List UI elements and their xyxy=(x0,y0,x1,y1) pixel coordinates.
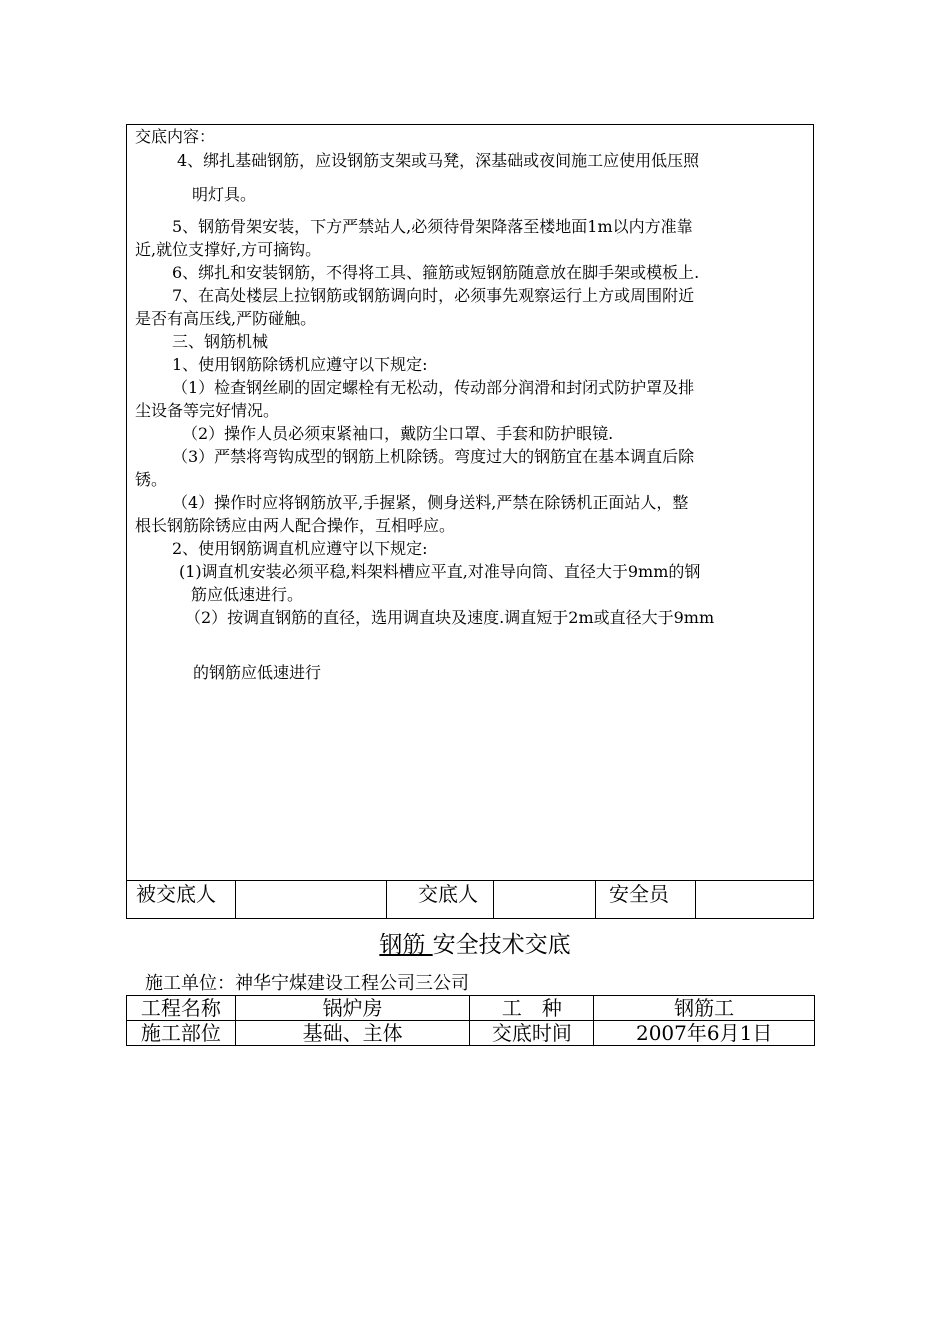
title-trade: 钢筋 xyxy=(379,932,433,958)
construction-part-value: 基础、主体 xyxy=(235,1021,470,1046)
disclosure-content-box xyxy=(126,124,814,919)
disclosure-date-value: 2007年6月1日 xyxy=(594,1021,815,1046)
receiver-signature-field[interactable] xyxy=(236,881,387,919)
signature-row xyxy=(127,880,813,919)
trade-value: 钢筋工 xyxy=(594,996,815,1021)
table-row xyxy=(127,996,815,1021)
content-line: 2、使用钢筋调直机应遵守以下规定: xyxy=(172,539,428,558)
disclosure-date-label: 交底时间 xyxy=(470,1021,594,1046)
content-line: （1）检查钢丝刷的固定螺栓有无松动，传动部分润滑和封闭式防护罩及排 xyxy=(172,378,695,397)
content-line: 筋应低速进行。 xyxy=(191,585,304,604)
content-line: 锈。 xyxy=(135,470,168,489)
content-line: 近,就位支撑好,方可摘钩。 xyxy=(135,240,322,259)
receiver-label: 被交底人 xyxy=(127,881,236,919)
construction-part-label: 施工部位 xyxy=(127,1021,236,1046)
content-line: 是否有高压线,严防碰触。 xyxy=(135,309,317,328)
content-line: 根长钢筋除锈应由两人配合操作，互相呼应。 xyxy=(135,516,456,535)
content-line: (1)调直机安装必须平稳,料架料槽应平直,对准导向筒、直径大于9mm的钢 xyxy=(179,562,701,581)
content-line: （3）严禁将弯钩成型的钢筋上机除锈。弯度过大的钢筋宜在基本调直后除 xyxy=(172,447,695,466)
document-title xyxy=(0,929,950,961)
content-line: 5、钢筋骨架安装，下方严禁站人,必须待骨架降落至楼地面1m以内方准靠 xyxy=(172,217,693,236)
content-line: 的钢筋应低速进行 xyxy=(193,663,322,682)
safety-officer-signature-field[interactable] xyxy=(696,881,813,919)
content-line: 明灯具。 xyxy=(192,185,257,204)
content-line: 6、绑扎和安装钢筋，不得将工具、箍筋或短钢筋随意放在脚手架或模板上. xyxy=(172,263,700,282)
trade-label: 工 种 xyxy=(470,996,594,1021)
table-row xyxy=(127,1021,815,1046)
project-name-label: 工程名称 xyxy=(127,996,236,1021)
content-line: 1、使用钢筋除锈机应遵守以下规定: xyxy=(172,355,428,374)
project-info-table xyxy=(126,995,815,1046)
content-line: （2）操作人员必须束紧袖口，戴防尘口罩、手套和防护眼镜. xyxy=(182,424,614,443)
content-line: 三、钢筋机械 xyxy=(172,332,269,351)
content-label: 交底内容： xyxy=(135,127,216,146)
project-name-value: 锅炉房 xyxy=(235,996,470,1021)
safety-officer-label: 安全员 xyxy=(596,881,696,919)
presenter-label: 交底人 xyxy=(387,881,494,919)
content-line: （2）按调直钢筋的直径，选用调直块及速度.调直短于2m或直径大于9mm xyxy=(185,608,715,627)
title-text: 安全技术交底 xyxy=(432,932,571,958)
content-line: 7、在高处楼层上拉钢筋或钢筋调向时，必须事先观察运行上方或周围附近 xyxy=(172,286,695,305)
construction-unit: 施工单位：神华宁煤建设工程公司三公司 xyxy=(145,973,469,994)
disclosure-content xyxy=(127,125,813,880)
content-line: （4）操作时应将钢筋放平,手握紧，侧身送料,严禁在除锈机正面站人，整 xyxy=(172,493,689,512)
content-line: 4、绑扎基础钢筋，应设钢筋支架或马凳，深基础或夜间施工应使用低压照 xyxy=(177,151,700,170)
presenter-signature-field[interactable] xyxy=(494,881,596,919)
content-line: 尘设备等完好情况。 xyxy=(135,401,280,420)
